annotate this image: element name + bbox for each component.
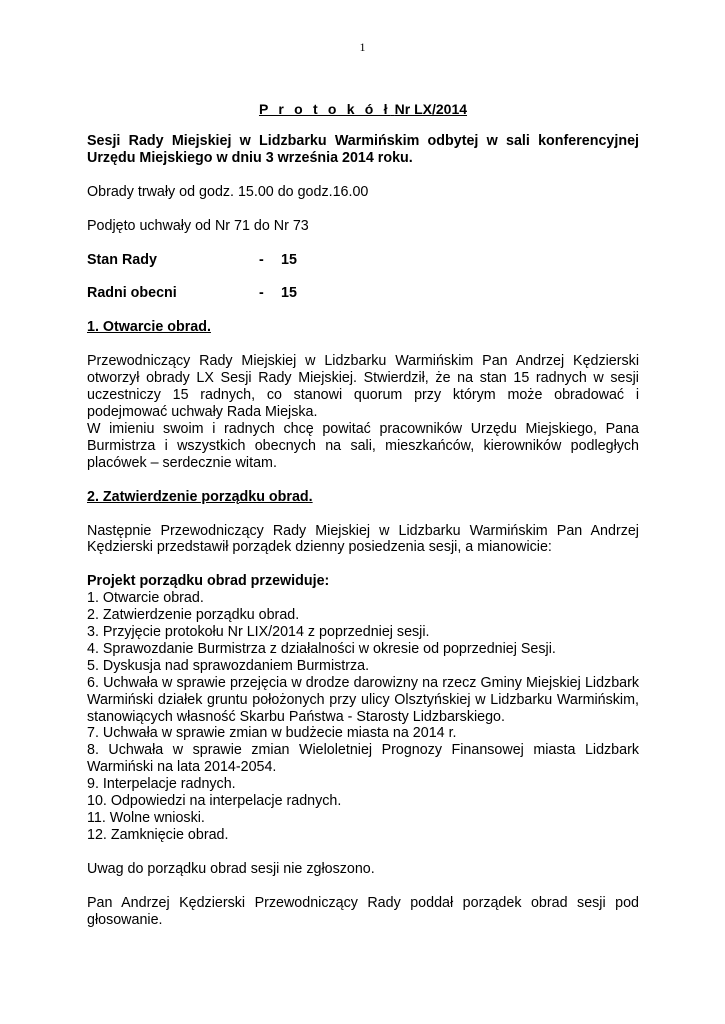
stat-council-size: [87, 252, 639, 269]
page-number: 1: [359, 40, 366, 54]
stat-label: Stan Rady: [87, 251, 157, 268]
stat-dash: -: [259, 251, 264, 268]
agenda-heading: Projekt porządku obrad przewiduje:: [87, 573, 330, 590]
stat-dash: -: [259, 285, 264, 302]
agenda-item: 4. Sprawozdanie Burmistrza z działalności w okresie od poprzedniej Sesji.: [87, 640, 556, 657]
stat-value: 15: [281, 251, 297, 268]
section-2-heading: 2. Zatwierdzenie porządku obrad.: [87, 488, 313, 505]
section-2-intro: Następnie Przewodniczący Rady Miejskiej w Lidzbarku Warmińskim Pan Andrzej Kędzierski przedstawił porządek dzienny posiedzenia sesji, a mianowicie:: [87, 522, 639, 556]
session-subtitle: Sesji Rady Miejskiej w Lidzbarku Warmińskim odbytej w sali konferencyjnej Urzędu Miejskiego w dniu 3 września 2014 roku.: [87, 132, 639, 166]
vote-paragraph: Pan Andrzej Kędzierski Przewodniczący Rady poddał porządek obrad sesji pod głosowanie.: [87, 894, 639, 928]
stat-value: 15: [281, 285, 297, 302]
document-title: [87, 101, 639, 118]
section-1-heading: 1. Otwarcie obrad.: [87, 319, 211, 336]
agenda-item: 2. Zatwierdzenie porządku obrad.: [87, 607, 300, 624]
agenda-item: 3. Przyjęcie protokołu Nr LIX/2014 z poprzedniej sesji.: [87, 624, 430, 641]
section-1-greeting: W imieniu swoim i radnych chcę powitać pracowników Urzędu Miejskiego, Pana Burmistrza i wszystkich obecnych na sali, mieszkańców, kierowników podległych placówek – serdecznie witam.: [87, 420, 639, 471]
document-body: [87, 101, 639, 929]
stat-label: Radni obecni: [87, 285, 177, 302]
agenda-list: [87, 590, 639, 844]
no-remarks-note: Uwag do porządku obrad sesji nie zgłoszono.: [87, 860, 375, 877]
resolutions-range: Podjęto uchwały od Nr 71 do Nr 73: [87, 217, 309, 234]
agenda-item: 11. Wolne wnioski.: [87, 810, 205, 826]
agenda-item: 7. Uchwała w sprawie zmian w budżecie miasta na 2014 r.: [87, 725, 457, 742]
title-protokol: P r o t o k ó ł: [258, 101, 391, 117]
stat-present: [87, 285, 639, 302]
session-hours: Obrady trwały od godz. 15.00 do godz.16.00: [87, 183, 369, 200]
title-number: Nr LX/2014: [394, 101, 468, 117]
agenda-item: 12. Zamknięcie obrad.: [87, 826, 229, 843]
agenda-item: 6. Uchwała w sprawie przejęcia w drodze darowizny na rzecz Gminy Miejskiej Lidzbark Warmiński działek gruntu położonych przy ulicy Olsztyńskiej w Lidzbarku Warmińskim, stanowiących własność Skarbu Państwa - Starosty Lidzbarskiego.: [87, 674, 639, 725]
agenda-item: 9. Interpelacje radnych.: [87, 776, 236, 793]
agenda-item: 10. Odpowiedzi na interpelacje radnych.: [87, 793, 342, 810]
agenda-item: 5. Dyskusja nad sprawozdaniem Burmistrza.: [87, 657, 370, 674]
section-1-paragraph: Przewodniczący Rady Miejskiej w Lidzbarku Warmińskim Pan Andrzej Kędzierski otworzył obrady LX Sesji Rady Miejskiej. Stwierdził, że na stan 15 radnych w sesji uczestniczy 15 radnych, co stanowi quorum przy którym może obradować i podejmować uchwały Rada Miejska.: [87, 353, 639, 420]
agenda-item: 1. Otwarcie obrad.: [87, 590, 204, 607]
agenda-item: 8. Uchwała w sprawie zmian Wieloletniej Prognozy Finansowej miasta Lidzbark Warmiński na lata 2014-2054.: [87, 742, 639, 776]
